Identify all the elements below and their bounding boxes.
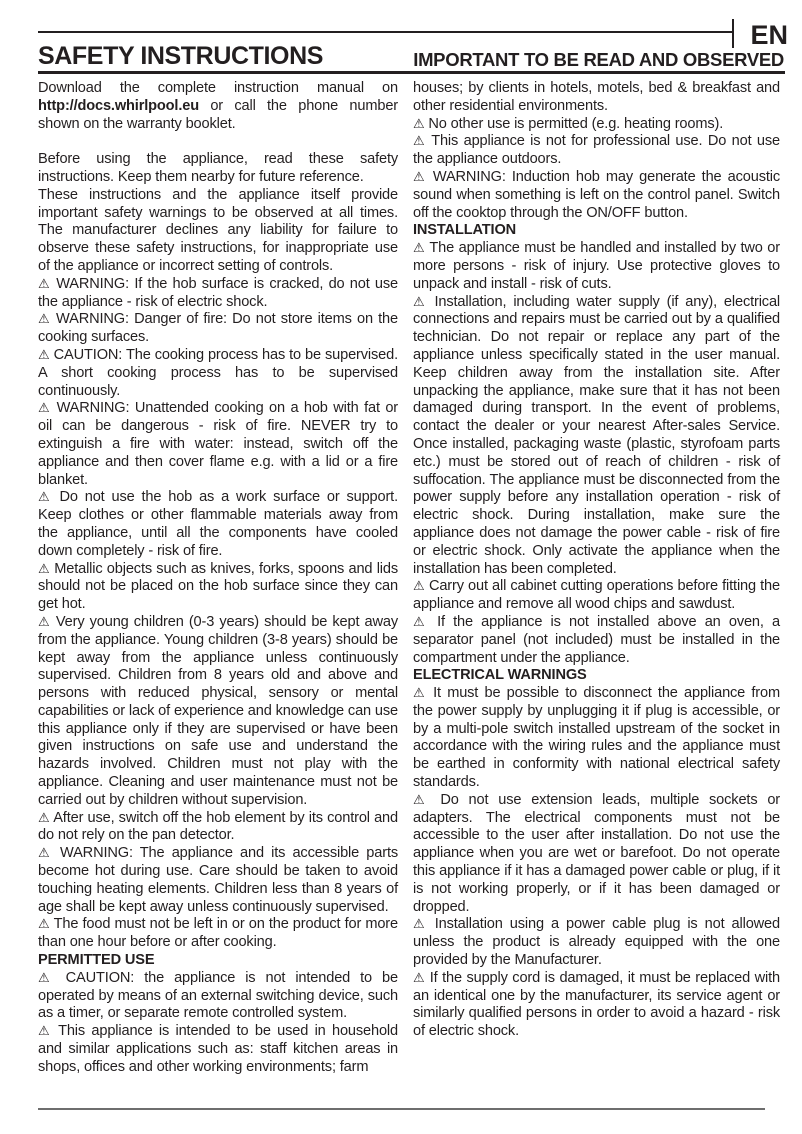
warning-triangle-icon: ⚠ [38, 401, 52, 417]
paragraph: ⚠ WARNING: Unattended cooking on a hob with fat or oil can be dangerous - risk of fire. NEVER try to extinguish a fire with water: instead, switch off the appliance and then cover flame e.g. with a lid or a fire blanket. [38, 400, 398, 488]
paragraph: ⚠ Very young children (0-3 years) should be kept away from the appliance. Young children (3-8 years) should be kept away from the appliance unless continuously supervised. Children from 8 years old and above and persons with reduced physical, sensory or mental capabilities or lack of experience and knowledge can use this appliance only if they are supervised or have been given instructions on safe use and understand the hazards involved. Children must not play with the appliance. Cleaning and user maintenance must not be carried out by children without supervision. [38, 613, 398, 808]
paragraph: ⚠ WARNING: Danger of fire: Do not store items on the cooking surfaces. [38, 311, 398, 346]
paragraph: ⚠ After use, switch off the hob element by its control and do not rely on the pan detector. [38, 809, 398, 844]
page-subtitle: IMPORTANT TO BE READ AND OBSERVED [413, 49, 784, 70]
warning-triangle-icon: ⚠ [413, 970, 426, 986]
warning-triangle-icon: ⚠ [413, 116, 425, 132]
warning-triangle-icon: ⚠ [38, 347, 50, 363]
warning-triangle-icon: ⚠ [413, 686, 427, 702]
column-right [413, 80, 780, 1077]
paragraph: ⚠ The food must not be left in or on the product for more than one hour before or after cooking. [38, 916, 398, 951]
warning-triangle-icon: ⚠ [413, 917, 428, 933]
warning-triangle-icon: ⚠ [38, 561, 50, 577]
paragraph: ⚠ No other use is permitted (e.g. heating rooms). [413, 115, 724, 132]
warning-triangle-icon: ⚠ [413, 614, 429, 630]
paragraph: ⚠ WARNING: Induction hob may generate the acoustic sound when something is left on the control panel. Switch off the cooktop through the ON/OFF button. [413, 168, 780, 221]
paragraph: ⚠ This appliance is intended to be used in household and similar applications such as: staff kitchen areas in shops, offices and other working environments; farm [38, 1023, 398, 1075]
paragraph-gap [38, 133, 398, 151]
paragraph: houses; by clients in hotels, motels, bed & breakfast and other residential environments. [413, 80, 780, 114]
paragraph: ⚠ If the supply cord is damaged, it must be replaced with an identical one by the manufacturer, its service agent or similarly qualified persons in order to avoid a hazard - risk of electric shock. [413, 969, 780, 1040]
paragraph: ⚠ Do not use extension leads, multiple sockets or adapters. The electrical components must not be accessible to the user after installation. Do not use the appliance when you are wet or barefoot. Do not operate this appliance if it has a damaged power cable or plug, if it is not working properly, or if it has been damaged or dropped. [413, 791, 780, 915]
warning-triangle-icon: ⚠ [413, 134, 427, 150]
warning-triangle-icon: ⚠ [413, 169, 427, 185]
warning-triangle-icon: ⚠ [413, 294, 428, 310]
paragraph: ⚠ WARNING: The appliance and its accessible parts become hot during use. Care should be taken to avoid touching heating elements. Children less than 8 years of age shall be kept away unless continuously supervised. [38, 845, 398, 915]
warning-triangle-icon: ⚠ [38, 970, 56, 986]
language-badge: EN [750, 20, 788, 50]
paragraph: ⚠ This appliance is not for professional use. Do not use the appliance outdoors. [413, 133, 780, 168]
paragraph: ⚠ Carry out all cabinet cutting operations before fitting the appliance and remove all wood chips and sawdust. [413, 578, 780, 613]
paragraph: ⚠ WARNING: If the hob surface is cracked, do not use the appliance - risk of electric shock. [38, 275, 398, 310]
paragraph: ⚠ It must be possible to disconnect the appliance from the power supply by unplugging it if plug is accessible, or by a multi-pole switch installed upstream of the socket in accordance with the wiring rules and the appliance must be earthed in conformity with national electrical safety standards. [413, 685, 780, 791]
paragraph: ⚠ The appliance must be handled and installed by two or more persons - risk of injury. Use protective gloves to unpack and install - risk of cuts. [413, 240, 780, 292]
warning-triangle-icon: ⚠ [38, 917, 50, 933]
paragraph: ⚠ Installation, including water supply (if any), electrical connections and repairs must be carried out by a qualified technician. Do not repair or replace any part of the appliance unless specifically stated in the user manual. Keep children away from the installation site. After unpacking the appliance, make sure that it has not been damaged during transport. In the event of problems, contact the dealer or your nearest After-sales Service. Once installed, packaging waste (plastic, styrofoam parts etc.) must be stored out of reach of children - risk of suffocation. The appliance must be disconnected from the power supply before any installation operation - risk of electric shock. During installation, make sure the appliance does not damage the power cable - risk of fire or electric shock. Only activate the appliance when the installation has been completed. [413, 293, 780, 577]
warning-triangle-icon: ⚠ [413, 579, 425, 595]
footer-rule [38, 1108, 765, 1110]
warning-triangle-icon: ⚠ [38, 312, 51, 328]
warning-triangle-icon: ⚠ [38, 490, 53, 506]
warning-triangle-icon: ⚠ [413, 792, 431, 808]
paragraph: Before using the appliance, read these safety instructions. Keep them nearby for future reference. [38, 151, 398, 185]
warning-triangle-icon: ⚠ [413, 241, 426, 257]
warning-triangle-icon: ⚠ [38, 1024, 52, 1040]
title-underline-rule [38, 71, 785, 74]
paragraph: Download the complete instruction manual on http://docs.whirlpool.eu or call the phone number shown on the warranty booklet. [38, 80, 398, 132]
body-columns [38, 80, 780, 1077]
paragraph: ⚠ Metallic objects such as knives, forks, spoons and lids should not be placed on the hob surface since they can get hot. [38, 560, 398, 613]
warning-triangle-icon: ⚠ [38, 614, 51, 630]
header-tick-divider [732, 19, 734, 48]
column-left [38, 80, 398, 1077]
page-title: SAFETY INSTRUCTIONS [38, 42, 324, 70]
paragraph: ⚠ CAUTION: The cooking process has to be supervised. A short cooking process has to be supervised continuously. [38, 346, 398, 399]
paragraph: ⚠ If the appliance is not installed above an oven, a separator panel (not included) must be installed in the compartment under the appliance. [413, 613, 780, 666]
paragraph: ⚠ CAUTION: the appliance is not intended to be operated by means of an external switching device, such as a timer, or separate remote controlled system. [38, 969, 398, 1022]
section-heading: ELECTRICAL WARNINGS [413, 667, 587, 684]
section-heading: INSTALLATION [413, 222, 517, 239]
section-heading: PERMITTED USE [38, 952, 155, 969]
warning-triangle-icon: ⚠ [38, 846, 53, 862]
header-rule [38, 31, 732, 33]
paragraph: These instructions and the appliance itself provide important safety warnings to be observed at all times. The manufacturer declines any liability for failure to observe these safety instructions, for inappropriate use of the appliance or incorrect setting of controls. [38, 186, 398, 274]
warning-triangle-icon: ⚠ [38, 276, 51, 292]
paragraph: ⚠ Installation using a power cable plug is not allowed unless the product is already equipped with the one provided by the Manufacturer. [413, 916, 780, 969]
warning-triangle-icon: ⚠ [38, 810, 50, 826]
paragraph: ⚠ Do not use the hob as a work surface or support. Keep clothes or other flammable materials away from the appliance, until all the components have cooled down completely - risk of fire. [38, 489, 398, 559]
